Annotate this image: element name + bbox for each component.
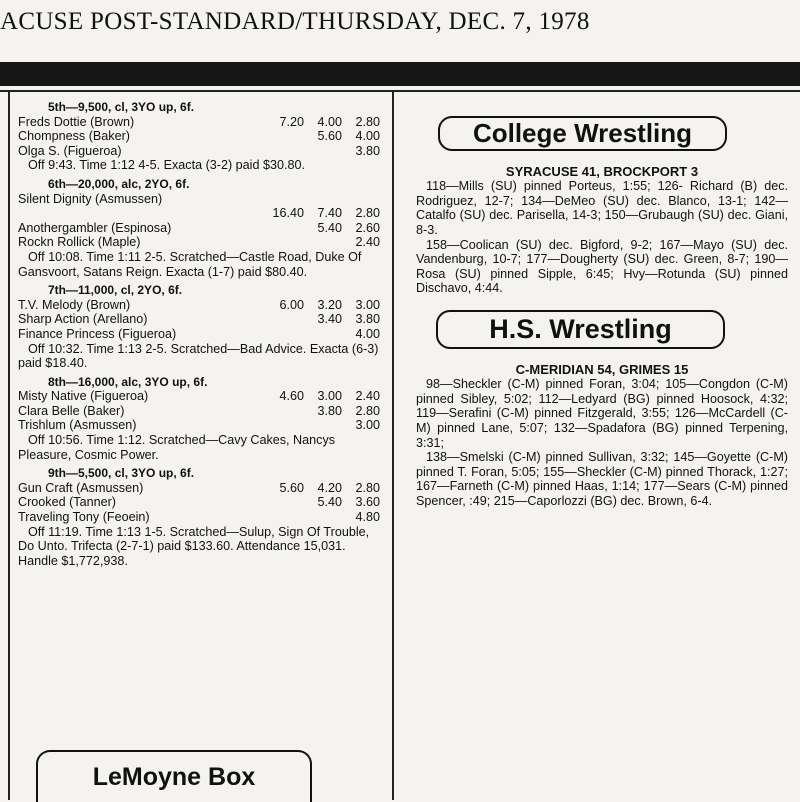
horse-jockey: Traveling Tony (Feoein) bbox=[18, 510, 150, 525]
payout-p2 bbox=[304, 327, 342, 342]
masthead-thin-rule bbox=[0, 90, 800, 92]
payout-p1: 4.60 bbox=[279, 389, 304, 404]
hs-score-header: C-MERIDIAN 54, GRIMES 15 bbox=[515, 361, 689, 377]
payout-p3: 2.40 bbox=[355, 235, 380, 250]
race-entry bbox=[18, 235, 380, 250]
payout-p1 bbox=[266, 510, 304, 525]
horse-jockey: T.V. Melody (Brown) bbox=[18, 297, 131, 312]
race-notes: Off 9:43. Time 1:12 4-5. Exacta (3-2) paid $30.80. bbox=[28, 158, 305, 173]
race-notes: Off 10:32. Time 1:13 2-5. Scratched—Bad Advice. Exacta (6-3) paid $18.40. bbox=[18, 341, 379, 371]
payout-p1: 16.40 bbox=[272, 206, 304, 221]
race-result bbox=[18, 375, 380, 463]
payout-p2: 3.80 bbox=[317, 403, 342, 418]
race-result bbox=[18, 100, 380, 173]
race-entry bbox=[18, 129, 380, 144]
horse-jockey: Freds Dottie (Brown) bbox=[18, 114, 135, 129]
payout-p1 bbox=[266, 221, 304, 236]
payout-p3: 3.00 bbox=[355, 418, 380, 433]
payout-p2: 3.40 bbox=[317, 312, 342, 327]
payout-p1 bbox=[266, 312, 304, 327]
column-divider-middle bbox=[392, 92, 394, 800]
payout-p2: 7.40 bbox=[317, 206, 342, 221]
payout-p1 bbox=[266, 144, 304, 159]
race-header: 7th—11,000, cl, 2YO, 6f. bbox=[48, 283, 183, 298]
horse-jockey: Olga S. (Figueroa) bbox=[18, 143, 122, 158]
horse-jockey: Sharp Action (Arellano) bbox=[18, 312, 148, 327]
payout-p1 bbox=[266, 235, 304, 250]
payout-p1 bbox=[266, 327, 304, 342]
payout-p3: 2.40 bbox=[355, 389, 380, 404]
horse-jockey: Trishlum (Asmussen) bbox=[18, 418, 137, 433]
race-result bbox=[18, 466, 380, 568]
payout-p3: 3.80 bbox=[355, 143, 380, 158]
college-wrestling-heading: College Wrestling bbox=[438, 116, 727, 151]
payout-p1: 5.60 bbox=[279, 480, 304, 495]
payout-p1: 7.20 bbox=[279, 114, 304, 129]
payout-p3: 2.80 bbox=[355, 403, 380, 418]
hs-result-paragraph: 98—Sheckler (C-M) pinned Foran, 3:04; 105—Congdon (C-M) pinned Sibley, 5:02; 112—Ledyard (BG) pinned Hoosock, 4:32; 119—Serafini (C-M) pinned Fitzgerald, 3:55; 126—McCardell (C-M) pinned Lane, 5:07; 132—Spadafora (BG) pinned Terpening, 3:31; bbox=[416, 377, 788, 450]
college-result-paragraph: 118—Mills (SU) pinned Porteus, 1:55; 126- Richard (B) dec. Rodriguez, 12-7; 134—DeMeo (SU) dec. Blanco, 13-1; 142—Catalfo (SU) dec. Parisella, 14-3; 150—Grubaugh (SU) dec. Giani, 8-3. bbox=[416, 179, 788, 237]
race-entry bbox=[18, 144, 380, 159]
payout-p1 bbox=[266, 129, 304, 144]
horse-jockey bbox=[18, 206, 266, 221]
payout-p2: 4.00 bbox=[317, 114, 342, 129]
race-entry bbox=[18, 221, 380, 236]
college-result-paragraph: 158—Coolican (SU) dec. Bigford, 9-2; 167—Mayo (SU) dec. Vandenburg, 10-7; 177—Dougherty (SU) dec. Green, 8-7; 190—Rosa (SU) pinned Sipple, 6:45; Hvy—Rotunda (SU) pinned Dischavo, 4:44. bbox=[416, 237, 788, 296]
horse-jockey: Gun Craft (Asmussen) bbox=[18, 480, 144, 495]
payout-p3: 3.80 bbox=[355, 312, 380, 327]
race-header: 6th—20,000, alc, 2YO, 6f. bbox=[48, 176, 190, 191]
payout-p2 bbox=[304, 235, 342, 250]
payout-p3: 3.00 bbox=[355, 297, 380, 312]
race-entry bbox=[18, 510, 380, 525]
race-notes: Off 10:08. Time 1:11 2-5. Scratched—Castle Road, Duke Of Gansvoort, Satans Reign. Exacta (1-7) paid $80.40. bbox=[18, 249, 362, 279]
payout-p2 bbox=[304, 418, 342, 433]
payout-p2 bbox=[304, 144, 342, 159]
race-notes: Off 10:56. Time 1:12. Scratched—Cavy Cakes, Nancys Pleasure, Cosmic Power. bbox=[18, 433, 336, 462]
horse-jockey: Finance Princess (Figueroa) bbox=[18, 326, 177, 341]
race-result bbox=[18, 177, 380, 279]
payout-p2: 3.00 bbox=[317, 389, 342, 404]
payout-p3: 2.60 bbox=[355, 220, 380, 235]
column-divider-left bbox=[8, 92, 10, 800]
payout-p3: 2.80 bbox=[355, 206, 380, 221]
wrestling-column bbox=[416, 100, 788, 508]
horse-jockey: Chompness (Baker) bbox=[18, 129, 130, 144]
payout-p2 bbox=[304, 510, 342, 525]
hs-result-paragraph: 138—Smelski (C-M) pinned Sullivan, 3:32; 145—Goyette (C-M) pinned T. Foran, 5:05; 155—Sheckler (C-M) pinned Thorack, 1:27; 167—Farneth (C-M) pinned Haas, 1:14; 177—Sears (C-M) pinned Spencer, :49; 215—Caporlozzi (BG) dec. Brown, 6-4. bbox=[416, 450, 788, 508]
payout-p2: 3.20 bbox=[317, 297, 342, 312]
payout-p3: 3.60 bbox=[355, 495, 380, 510]
hs-wrestling-heading: H.S. Wrestling bbox=[436, 310, 725, 349]
race-entry bbox=[18, 495, 380, 510]
payout-p2: 5.40 bbox=[317, 220, 342, 235]
horse-jockey: Rockn Rollick (Maple) bbox=[18, 235, 141, 250]
race-entry bbox=[18, 115, 380, 130]
race-entry bbox=[18, 327, 380, 342]
payout-p3: 2.80 bbox=[355, 480, 380, 495]
racing-results-column bbox=[18, 100, 380, 572]
payout-p3 bbox=[342, 192, 380, 207]
payout-p1 bbox=[266, 192, 304, 207]
horse-jockey: Crooked (Tanner) bbox=[18, 495, 116, 510]
horse-jockey: Misty Native (Figueroa) bbox=[18, 389, 149, 404]
masthead-thick-rule bbox=[0, 62, 800, 86]
payout-p3: 2.80 bbox=[355, 114, 380, 129]
race-entry bbox=[18, 481, 380, 496]
race-entry bbox=[18, 389, 380, 404]
payout-p2: 5.60 bbox=[317, 129, 342, 144]
horse-jockey: Anothergambler (Espinosa) bbox=[18, 220, 172, 235]
payout-p3: 4.00 bbox=[355, 326, 380, 341]
race-header: 9th—5,500, cl, 3YO up, 6f. bbox=[48, 466, 195, 481]
race-notes: Off 11:19. Time 1:13 1-5. Scratched—Sulup, Sign Of Trouble, Do Unto. Trifecta (2-7-1) paid $133.60. Attendance 15,031. Handle $1,772,938. bbox=[18, 524, 370, 568]
payout-p2: 5.40 bbox=[317, 495, 342, 510]
race-header: 5th—9,500, cl, 3YO up, 6f. bbox=[48, 100, 195, 114]
payout-p2 bbox=[304, 192, 342, 207]
race-header: 8th—16,000, alc, 3YO up, 6f. bbox=[48, 374, 208, 389]
payout-p1 bbox=[266, 495, 304, 510]
payout-p1 bbox=[266, 418, 304, 433]
payout-p2: 4.20 bbox=[317, 480, 342, 495]
payout-p3: 4.80 bbox=[355, 510, 380, 525]
race-entry bbox=[18, 206, 380, 221]
horse-jockey: Clara Belle (Baker) bbox=[18, 403, 125, 418]
horse-jockey: Silent Dignity (Asmussen) bbox=[18, 191, 163, 206]
payout-p1 bbox=[266, 404, 304, 419]
newspaper-masthead: ACUSE POST-STANDARD/THURSDAY, DEC. 7, 1978 bbox=[0, 8, 590, 35]
race-entry bbox=[18, 312, 380, 327]
college-score-header: SYRACUSE 41, BROCKPORT 3 bbox=[505, 163, 699, 179]
race-entry bbox=[18, 404, 380, 419]
race-entry bbox=[18, 298, 380, 313]
race-entry bbox=[18, 192, 380, 207]
payout-p1: 6.00 bbox=[279, 297, 304, 312]
payout-p3: 4.00 bbox=[355, 129, 380, 144]
race-result bbox=[18, 283, 380, 371]
race-entry bbox=[18, 418, 380, 433]
lemoyne-box-heading: LeMoyne Box bbox=[36, 750, 312, 802]
